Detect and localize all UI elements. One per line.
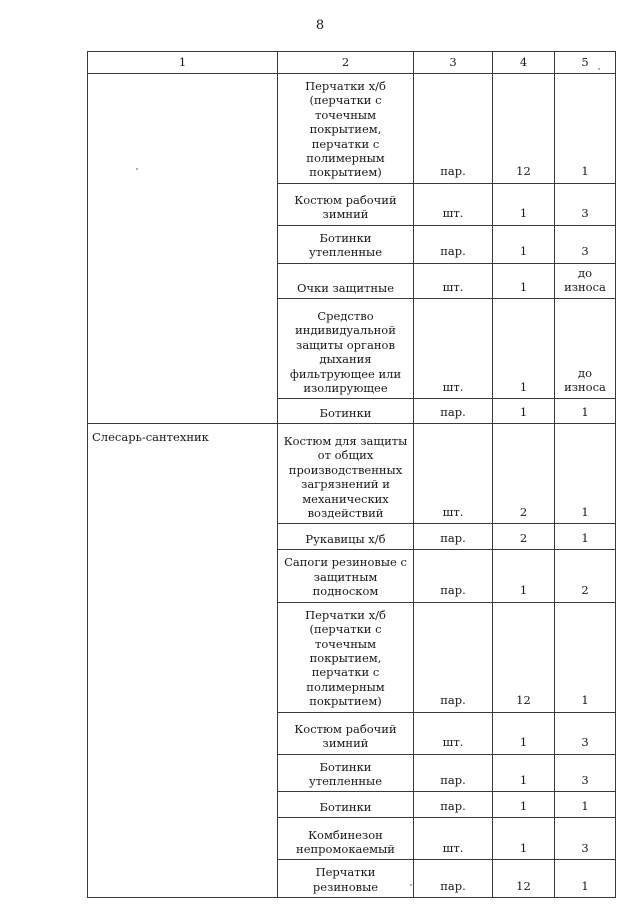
- quantity-cell: 12: [493, 602, 555, 712]
- unit-cell: пар.: [414, 225, 493, 263]
- page-number: 8: [315, 18, 325, 33]
- ppe-norms-table: [87, 51, 616, 898]
- quantity-cell: 12: [493, 74, 555, 184]
- item-name-cell: Сапоги резиновые с защитным подноском: [278, 550, 414, 602]
- wear-term-cell: 3: [555, 712, 616, 754]
- table-header-row: [88, 52, 616, 74]
- profession-cell: [88, 74, 278, 424]
- item-name-cell: Перчатки х/б (перчатки с точечным покрытием, перчатки с полимерным покрытием): [278, 74, 414, 184]
- unit-cell: шт.: [414, 818, 493, 860]
- wear-term-cell: 1: [555, 524, 616, 550]
- item-name-cell: Перчатки резиновые: [278, 860, 414, 898]
- item-name-cell: Рукавицы х/б: [278, 524, 414, 550]
- quantity-cell: 1: [493, 399, 555, 424]
- wear-term-cell: до износа: [555, 299, 616, 399]
- item-name-cell: Костюм для защиты от общих производственных загрязнений и механических воздействий: [278, 424, 414, 524]
- item-name-cell: Средство индивидуальной защиты органов дыхания фильтрующее или изолирующее: [278, 299, 414, 399]
- unit-cell: пар.: [414, 399, 493, 424]
- item-name-cell: Ботинки: [278, 399, 414, 424]
- quantity-cell: 1: [493, 299, 555, 399]
- item-name-cell: Ботинки: [278, 792, 414, 818]
- unit-cell: пар.: [414, 550, 493, 602]
- item-name-cell: Комбинезон непромокаемый: [278, 818, 414, 860]
- item-name-cell: Перчатки х/б (перчатки с точечным покрытием, перчатки с полимерным покрытием): [278, 602, 414, 712]
- unit-cell: шт.: [414, 712, 493, 754]
- quantity-cell: 12: [493, 860, 555, 898]
- column-number-3: 3: [414, 52, 493, 74]
- quantity-cell: 2: [493, 524, 555, 550]
- column-number-5: 5: [555, 52, 616, 74]
- quantity-cell: 2: [493, 424, 555, 524]
- unit-cell: пар.: [414, 602, 493, 712]
- quantity-cell: 1: [493, 818, 555, 860]
- quantity-cell: 1: [493, 792, 555, 818]
- wear-term-cell: 3: [555, 754, 616, 792]
- quantity-cell: 1: [493, 754, 555, 792]
- quantity-cell: 1: [493, 550, 555, 602]
- wear-term-cell: 1: [555, 424, 616, 524]
- quantity-cell: 1: [493, 225, 555, 263]
- item-name-cell: Костюм рабочий зимний: [278, 712, 414, 754]
- item-name-cell: Ботинки утепленные: [278, 754, 414, 792]
- unit-cell: пар.: [414, 860, 493, 898]
- unit-cell: пар.: [414, 792, 493, 818]
- wear-term-cell: 1: [555, 860, 616, 898]
- unit-cell: пар.: [414, 74, 493, 184]
- wear-term-cell: до износа: [555, 263, 616, 299]
- item-name-cell: Костюм рабочий зимний: [278, 183, 414, 225]
- column-number-2: 2: [278, 52, 414, 74]
- wear-term-cell: 1: [555, 399, 616, 424]
- table-row: [88, 74, 616, 184]
- quantity-cell: 1: [493, 263, 555, 299]
- wear-term-cell: 3: [555, 183, 616, 225]
- wear-term-cell: 1: [555, 74, 616, 184]
- wear-term-cell: 2: [555, 550, 616, 602]
- unit-cell: пар.: [414, 524, 493, 550]
- wear-term-cell: 1: [555, 792, 616, 818]
- unit-cell: пар.: [414, 754, 493, 792]
- scan-speck: [410, 884, 412, 886]
- scan-speck: [598, 68, 600, 70]
- quantity-cell: 1: [493, 183, 555, 225]
- table-row: [88, 424, 616, 524]
- unit-cell: шт.: [414, 299, 493, 399]
- unit-cell: шт.: [414, 424, 493, 524]
- unit-cell: шт.: [414, 263, 493, 299]
- wear-term-cell: 3: [555, 225, 616, 263]
- wear-term-cell: 3: [555, 818, 616, 860]
- profession-cell: Слесарь-сантехник: [88, 424, 278, 898]
- unit-cell: шт.: [414, 183, 493, 225]
- item-name-cell: Ботинки утепленные: [278, 225, 414, 263]
- column-number-1: 1: [88, 52, 278, 74]
- item-name-cell: Очки защитные: [278, 263, 414, 299]
- scan-speck: [136, 168, 138, 170]
- quantity-cell: 1: [493, 712, 555, 754]
- column-number-4: 4: [493, 52, 555, 74]
- wear-term-cell: 1: [555, 602, 616, 712]
